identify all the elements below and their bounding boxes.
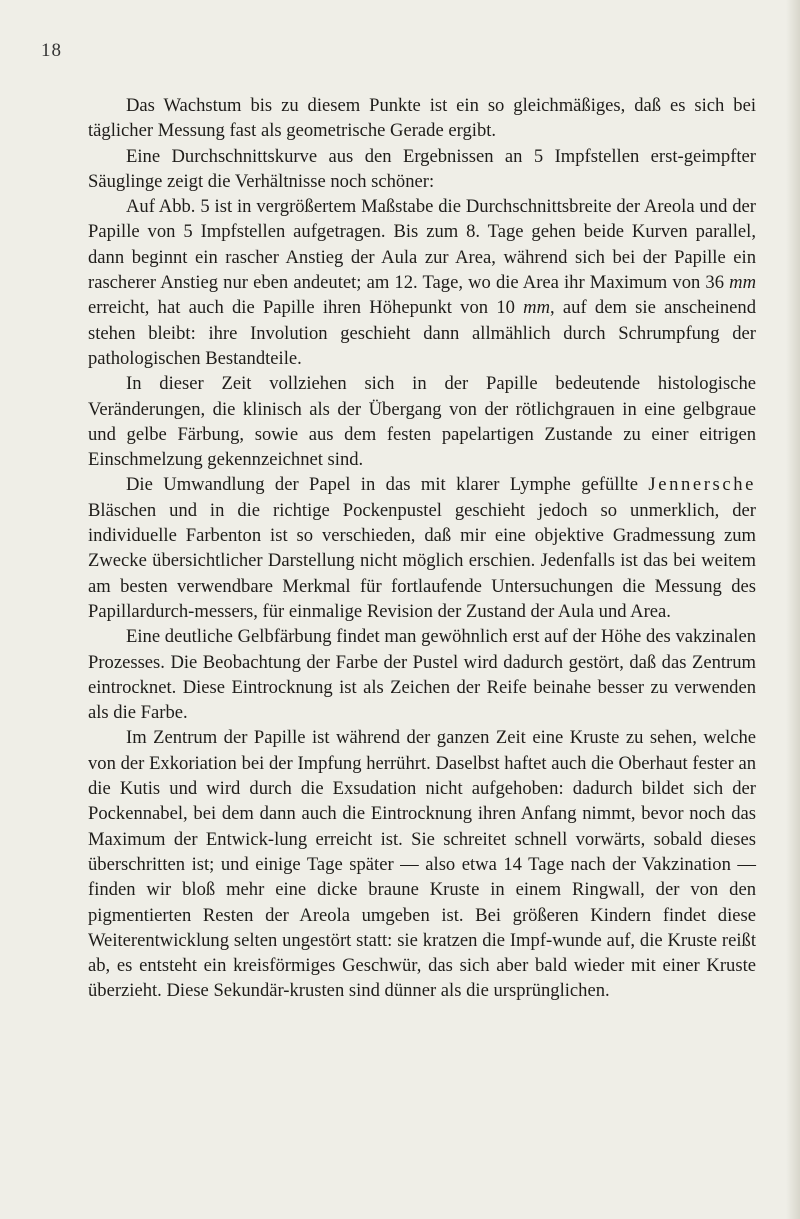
text-run: Die Umwandlung der Papel in das mit klarer Lymphe gefüllte xyxy=(126,474,649,496)
text-run: , auf dem sie anscheinend stehen bleibt: ihre Involution geschieht dann allmählich durch Schrumpfung der pathologischen Bestandteile. xyxy=(88,297,756,369)
text-run: erreicht, hat auch die Papille ihren Höhepunkt von 10 xyxy=(88,297,524,319)
unit-italic: mm xyxy=(729,272,756,294)
body-text xyxy=(88,93,756,1004)
page-edge-shadow xyxy=(786,0,800,1219)
paragraph xyxy=(88,371,756,472)
unit-italic: mm xyxy=(523,297,551,319)
paragraph xyxy=(88,93,756,144)
paragraph xyxy=(88,144,756,195)
name-spaced: Jennersche xyxy=(648,474,756,496)
text-run: Eine deutliche Gelbfärbung findet man gewöhnlich erst auf der Höhe des vakzinalen Prozesses. Die Beobachtung der Farbe der Pustel wird dadurch gestört, daß das Zentrum eintrocknet. Diese Eintrocknung ist als Zeichen der Reife beinahe besser zu verwenden als die Farbe. xyxy=(88,626,756,724)
paragraph xyxy=(88,624,756,725)
page-number: 18 xyxy=(41,40,62,61)
text-run: In dieser Zeit vollziehen sich in der Papille bedeutende histologische Veränderungen, die klinisch als der Übergang von der rötlichgrauen in eine gelbgraue und gelbe Färbung, sowie aus dem festen papelartigen Zustande zu einer eitrigen Einschmelzung gekennzeichnet sind. xyxy=(88,373,756,471)
text-run: Das Wachstum bis zu diesem Punkte ist ein so gleichmäßiges, daß es sich bei täglicher Messung fast als geometrische Gerade ergibt. xyxy=(88,95,756,142)
text-run: Bläschen und in die richtige Pockenpustel geschieht jedoch so unmerklich, der individuelle Farbenton ist so verschieden, daß mir eine objektive Gradmessung zum Zwecke übersichtlicher Darstellung nicht möglich erschien. Jedenfalls ist das bei weitem am besten verwendbare Merkmal für fortlaufende Untersuchungen die Messung des Papillardurch-messers, für einmalige Revision der Zustand der Aula und Area. xyxy=(88,499,756,622)
text-run: Auf Abb. 5 ist in vergrößertem Maßstabe die Durchschnittsbreite der Areola und der Papille von 5 Impfstellen aufgetragen. Bis zum 8. Tage gehen beide Kurven parallel, dann beginnt ein rascher Anstieg der Aula zur Area, während sich bei der Papille ein rascherer Anstieg nur eben andeutet; am 12. Tage, wo die Area ihr Maximum von 36 xyxy=(88,196,756,294)
paragraph xyxy=(88,194,756,371)
paragraph xyxy=(88,725,756,1003)
text-run: Eine Durchschnittskurve aus den Ergebnissen an 5 Impfstellen erst-geimpfter Säuglinge zeigt die Verhältnisse noch schöner: xyxy=(88,145,756,192)
paragraph xyxy=(88,472,756,624)
text-run: Im Zentrum der Papille ist während der ganzen Zeit eine Kruste zu sehen, welche von der Exkoriation bei der Impfung herrührt. Daselbst haftet auch die Oberhaut fester an die Kutis und wird durch die Exsudation nicht aufgehoben: dadurch bildet sich der Pockennabel, bei dem dann auch die Eintrocknung ihren Anfang nimmt, bevor noch das Maximum der Entwick-lung erreicht ist. Sie schreitet schnell vorwärts, sobald dieses überschritten ist; und einige Tage später — also etwa 14 Tage nach der Vakzination — finden wir bloß mehr eine dicke braune Kruste in einem Ringwall, der von den pigmentierten Resten der Areola umgeben ist. Bei größeren Kindern findet diese Weiterentwicklung selten ungestört statt: sie kratzen die Impf-wunde auf, die Kruste reißt ab, es entsteht ein kreisförmiges Geschwür, das sich aber bald wieder mit einer Kruste überzieht. Diese Sekundär-krusten sind dünner als die ursprünglichen. xyxy=(88,727,756,1002)
